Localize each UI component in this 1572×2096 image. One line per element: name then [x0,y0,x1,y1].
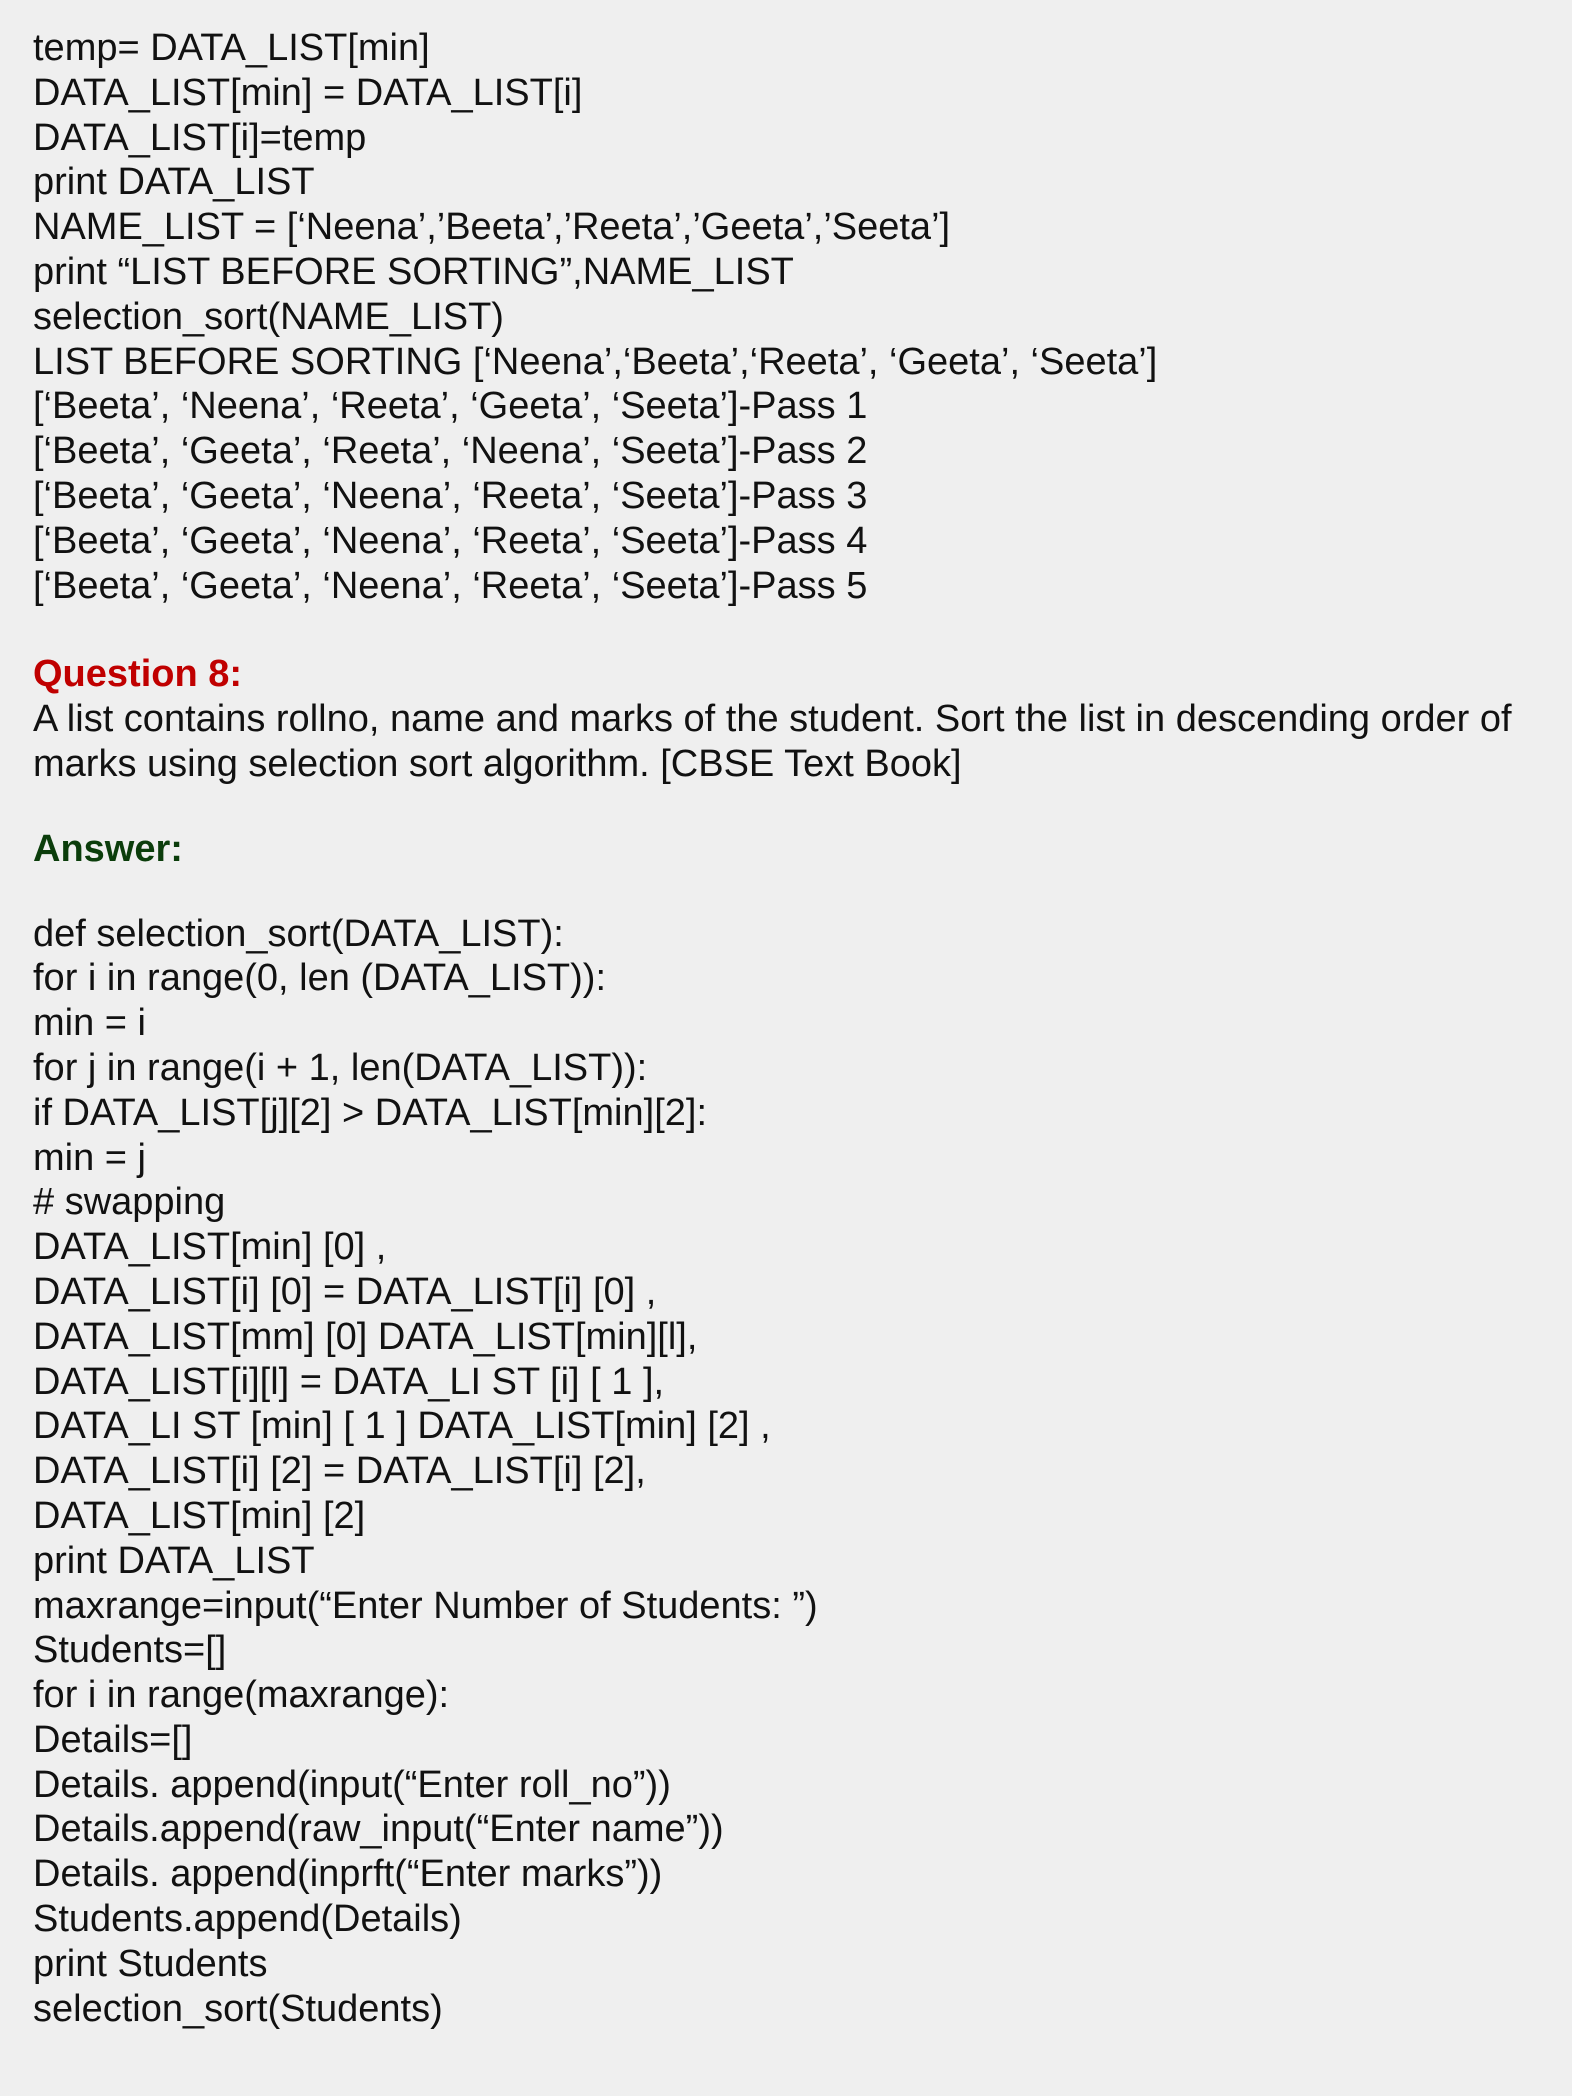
code-line: Students.append(Details) [33,1898,462,1941]
spacer [33,787,1572,827]
code-line: selection_sort(Students) [33,1987,443,2030]
code-line: # swapping [33,1181,226,1224]
code-line: print DATA_LIST [33,1539,315,1582]
spacer [33,608,1572,652]
code-line: if DATA_LIST[j][2] > DATA_LIST[min][2]: [33,1091,707,1134]
code-line: def selection_sort(DATA_LIST): [33,912,564,955]
code-line: Students=[] [33,1629,227,1672]
code-line: temp= DATA_LIST[min] [33,27,430,69]
code-line: Details. append(input(“Enter roll_no”)) [33,1763,671,1806]
code-line: DATA_LIST[i] [2] = DATA_LIST[i] [2], [33,1450,646,1493]
answer-section [33,827,1572,2032]
output-line: [‘Beeta’, ‘Geeta’, ‘Neena’, ‘Reeta’, ‘Seeta’]-Pass 4 [33,519,868,562]
top-code-block [33,26,1572,608]
code-line: DATA_LIST[mm] [0] DATA_LIST[min][l], [33,1315,698,1358]
code-line: Details.append(raw_input(“Enter name”)) [33,1808,724,1851]
code-line: maxrange=input(“Enter Number of Students: ”) [33,1584,818,1627]
code-line: print “LIST BEFORE SORTING”,NAME_LIST [33,250,794,293]
code-line: DATA_LIST[i]=temp [33,116,367,159]
code-line: for i in range(maxrange): [33,1674,450,1717]
code-line: DATA_LIST[i][l] = DATA_LI ST [i] [ 1 ], [33,1360,665,1403]
code-line: min = i [33,1002,146,1045]
code-line: for j in range(i + 1, len(DATA_LIST)): [33,1046,648,1089]
output-line: [‘Beeta’, ‘Geeta’, ‘Neena’, ‘Reeta’, ‘Seeta’]-Pass 3 [33,474,868,517]
answer-heading: Answer: [33,827,183,870]
code-line: min = j [33,1136,146,1179]
question-heading: Question 8: [33,653,243,696]
code-line: DATA_LI ST [min] [ 1 ] DATA_LIST[min] [2] , [33,1405,771,1448]
output-line: [‘Beeta’, ‘Neena’, ‘Reeta’, ‘Geeta’, ‘Seeta’]-Pass 1 [33,385,868,428]
code-line: for i in range(0, len (DATA_LIST)): [33,957,607,1000]
code-line: DATA_LIST[i] [0] = DATA_LIST[i] [0] , [33,1270,657,1313]
question-section [33,652,1572,786]
code-line: Details. append(inprft(“Enter marks”)) [33,1853,663,1896]
output-line: LIST BEFORE SORTING [‘Neena’,‘Beeta’,‘Reeta’, ‘Geeta’, ‘Seeta’] [33,340,1158,383]
code-line: DATA_LIST[min] [0] , [33,1226,387,1269]
question-text: A list contains rollno, name and marks of the student. Sort the list in descending order of marks using selection sort algorithm. [CBSE Text Book] [33,698,1512,785]
code-line: selection_sort(NAME_LIST) [33,295,504,338]
code-line: DATA_LIST[min] = DATA_LIST[i] [33,71,583,114]
answer-code-block [33,912,1572,2032]
code-line: print Students [33,1942,268,1985]
code-line: Details=[] [33,1718,193,1761]
code-line: NAME_LIST = [‘Neena’,’Beeta’,’Reeta’,’Geeta’,’Seeta’] [33,206,951,249]
code-line: print DATA_LIST [33,161,315,204]
output-line: [‘Beeta’, ‘Geeta’, ‘Neena’, ‘Reeta’, ‘Seeta’]-Pass 5 [33,564,868,607]
output-line: [‘Beeta’, ‘Geeta’, ‘Reeta’, ‘Neena’, ‘Seeta’]-Pass 2 [33,430,868,473]
spacer [33,872,1572,912]
code-line: DATA_LIST[min] [2] [33,1494,366,1537]
